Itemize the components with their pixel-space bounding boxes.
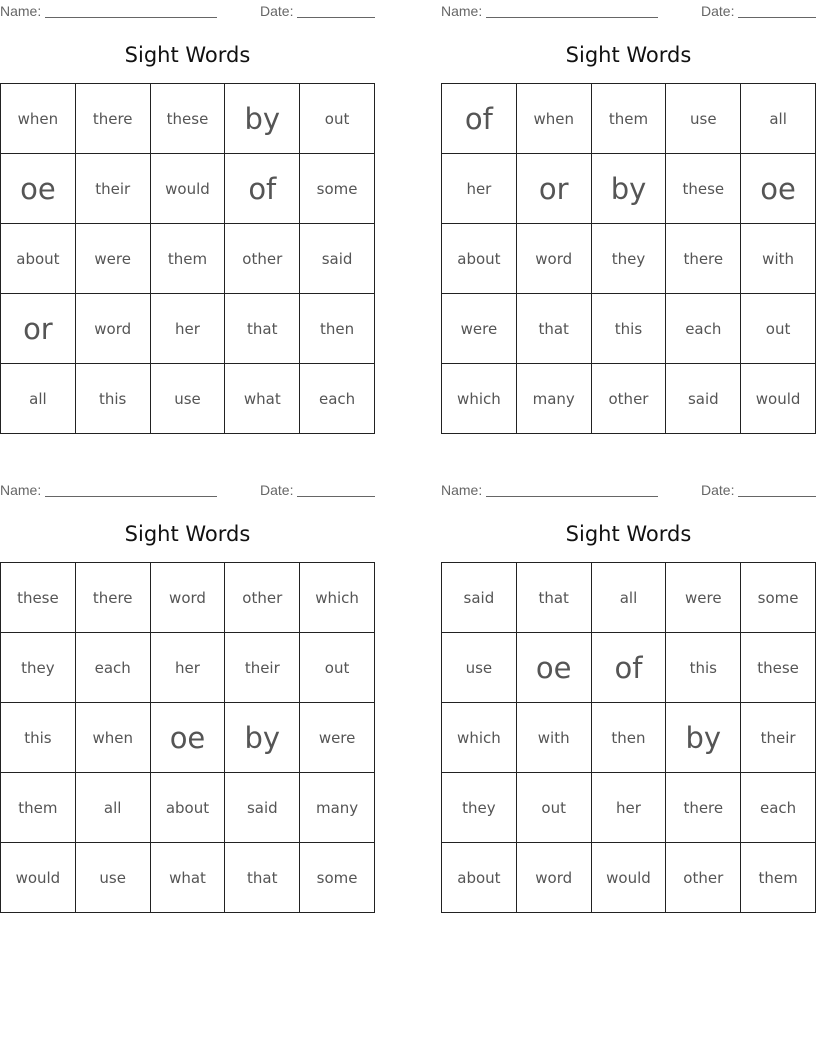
word-cell[interactable]: by — [666, 703, 741, 773]
card-title: Sight Words — [565, 522, 692, 546]
word-cell[interactable]: there — [666, 773, 741, 843]
word-cell[interactable]: said — [300, 224, 375, 294]
word-cell[interactable]: use — [666, 84, 741, 154]
card-header — [441, 482, 816, 498]
word-cell[interactable]: would — [1, 843, 76, 913]
word-cell[interactable]: by — [225, 703, 300, 773]
word-cell[interactable]: word — [151, 563, 226, 633]
date-label: Date: — [701, 482, 735, 498]
word-cell[interactable]: of — [442, 84, 517, 154]
word-cell[interactable]: some — [741, 563, 816, 633]
word-cell[interactable]: other — [225, 224, 300, 294]
name-blank-line[interactable] — [45, 17, 217, 18]
word-cell[interactable]: all — [741, 84, 816, 154]
name-label: Name: — [0, 482, 42, 498]
word-cell[interactable]: these — [1, 563, 76, 633]
word-cell[interactable]: all — [1, 364, 76, 434]
word-cell[interactable]: would — [151, 154, 226, 224]
word-cell[interactable]: they — [442, 773, 517, 843]
date-blank-line[interactable] — [738, 496, 816, 497]
word-cell[interactable]: out — [300, 84, 375, 154]
word-cell[interactable]: oe — [741, 154, 816, 224]
word-cell[interactable]: all — [592, 563, 667, 633]
word-cell[interactable]: then — [300, 294, 375, 364]
name-label: Name: — [441, 482, 483, 498]
word-cell[interactable]: use — [151, 364, 226, 434]
date-blank-line[interactable] — [297, 17, 375, 18]
word-cell[interactable]: her — [151, 294, 226, 364]
word-cell[interactable]: all — [76, 773, 151, 843]
bingo-card — [441, 0, 816, 434]
word-cell[interactable]: they — [592, 224, 667, 294]
card-header — [441, 3, 816, 19]
word-cell[interactable]: about — [442, 224, 517, 294]
word-cell[interactable]: other — [666, 843, 741, 913]
name-blank-line[interactable] — [45, 496, 217, 497]
word-cell[interactable]: some — [300, 843, 375, 913]
word-cell[interactable]: that — [225, 843, 300, 913]
word-cell[interactable]: word — [517, 224, 592, 294]
word-cell[interactable]: that — [225, 294, 300, 364]
word-cell[interactable]: each — [300, 364, 375, 434]
card-title: Sight Words — [124, 522, 251, 546]
word-cell[interactable]: said — [666, 364, 741, 434]
word-cell[interactable]: many — [517, 364, 592, 434]
word-cell[interactable]: of — [592, 633, 667, 703]
word-cell[interactable]: by — [225, 84, 300, 154]
word-cell[interactable]: there — [76, 84, 151, 154]
word-cell[interactable]: they — [1, 633, 76, 703]
word-cell[interactable]: when — [1, 84, 76, 154]
word-cell[interactable]: that — [517, 563, 592, 633]
word-cell[interactable]: them — [592, 84, 667, 154]
name-label: Name: — [0, 3, 42, 19]
word-cell[interactable]: with — [741, 224, 816, 294]
bingo-card — [0, 0, 375, 434]
word-cell[interactable]: said — [225, 773, 300, 843]
word-cell[interactable]: were — [300, 703, 375, 773]
word-cell[interactable]: oe — [1, 154, 76, 224]
word-cell[interactable]: out — [300, 633, 375, 703]
word-cell[interactable]: them — [1, 773, 76, 843]
word-cell[interactable]: or — [1, 294, 76, 364]
word-cell[interactable]: these — [666, 154, 741, 224]
word-cell[interactable]: when — [517, 84, 592, 154]
word-cell[interactable]: use — [442, 633, 517, 703]
word-cell[interactable]: use — [76, 843, 151, 913]
bingo-card — [441, 479, 816, 913]
word-cell[interactable]: their — [76, 154, 151, 224]
bingo-card — [0, 479, 375, 913]
word-cell[interactable]: which — [442, 364, 517, 434]
word-grid — [0, 562, 375, 913]
word-cell[interactable]: of — [225, 154, 300, 224]
word-cell[interactable]: then — [592, 703, 667, 773]
word-grid — [441, 562, 816, 913]
word-cell[interactable]: there — [76, 563, 151, 633]
word-cell[interactable]: said — [442, 563, 517, 633]
word-cell[interactable]: oe — [151, 703, 226, 773]
word-cell[interactable]: this — [666, 633, 741, 703]
word-cell[interactable]: each — [76, 633, 151, 703]
word-cell[interactable]: about — [442, 843, 517, 913]
word-cell[interactable]: that — [517, 294, 592, 364]
word-cell[interactable]: with — [517, 703, 592, 773]
word-cell[interactable]: their — [741, 703, 816, 773]
word-cell[interactable]: about — [151, 773, 226, 843]
word-cell[interactable]: by — [592, 154, 667, 224]
word-cell[interactable]: or — [517, 154, 592, 224]
word-cell[interactable]: her — [592, 773, 667, 843]
word-cell[interactable]: them — [151, 224, 226, 294]
card-header — [0, 3, 375, 19]
word-cell[interactable]: some — [300, 154, 375, 224]
word-cell[interactable]: what — [225, 364, 300, 434]
word-grid — [441, 83, 816, 434]
word-cell[interactable]: what — [151, 843, 226, 913]
card-title: Sight Words — [124, 43, 251, 67]
word-cell[interactable]: them — [741, 843, 816, 913]
word-cell[interactable]: which — [442, 703, 517, 773]
word-cell[interactable]: out — [517, 773, 592, 843]
word-cell[interactable]: her — [151, 633, 226, 703]
name-blank-line[interactable] — [486, 17, 658, 18]
word-cell[interactable]: there — [666, 224, 741, 294]
card-header — [0, 482, 375, 498]
word-grid — [0, 83, 375, 434]
word-cell[interactable]: each — [741, 773, 816, 843]
word-cell[interactable]: about — [1, 224, 76, 294]
date-label: Date: — [701, 3, 735, 19]
date-label: Date: — [260, 482, 294, 498]
word-cell[interactable]: would — [741, 364, 816, 434]
word-cell[interactable]: word — [76, 294, 151, 364]
word-cell[interactable]: when — [76, 703, 151, 773]
word-cell[interactable]: these — [151, 84, 226, 154]
word-cell[interactable]: these — [741, 633, 816, 703]
word-cell[interactable]: this — [592, 294, 667, 364]
word-cell[interactable]: out — [741, 294, 816, 364]
word-cell[interactable]: were — [76, 224, 151, 294]
word-cell[interactable]: this — [1, 703, 76, 773]
word-cell[interactable]: her — [442, 154, 517, 224]
word-cell[interactable]: this — [76, 364, 151, 434]
word-cell[interactable]: were — [666, 563, 741, 633]
date-label: Date: — [260, 3, 294, 19]
word-cell[interactable]: other — [225, 563, 300, 633]
word-cell[interactable]: which — [300, 563, 375, 633]
word-cell[interactable]: oe — [517, 633, 592, 703]
word-cell[interactable]: many — [300, 773, 375, 843]
date-blank-line[interactable] — [297, 496, 375, 497]
word-cell[interactable]: each — [666, 294, 741, 364]
word-cell[interactable]: word — [517, 843, 592, 913]
card-title: Sight Words — [565, 43, 692, 67]
word-cell[interactable]: their — [225, 633, 300, 703]
date-blank-line[interactable] — [738, 17, 816, 18]
word-cell[interactable]: other — [592, 364, 667, 434]
word-cell[interactable]: were — [442, 294, 517, 364]
name-blank-line[interactable] — [486, 496, 658, 497]
word-cell[interactable]: would — [592, 843, 667, 913]
name-label: Name: — [441, 3, 483, 19]
